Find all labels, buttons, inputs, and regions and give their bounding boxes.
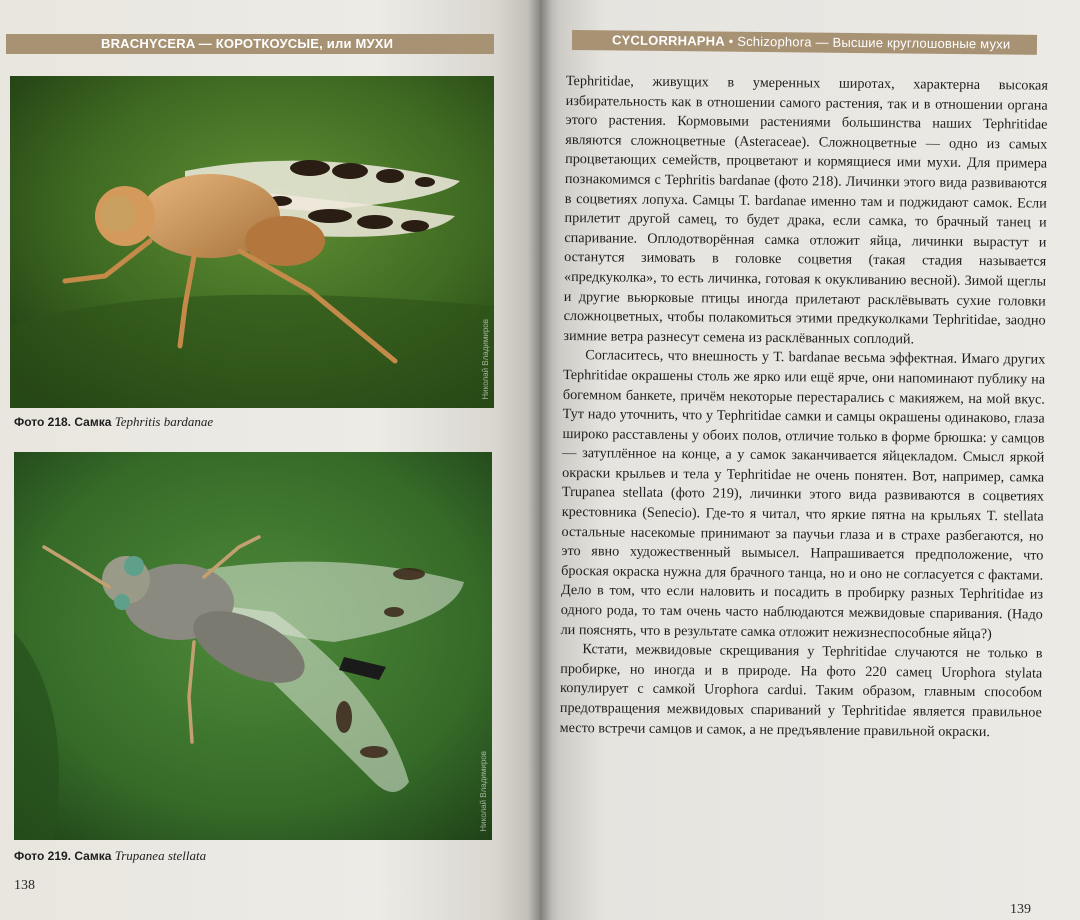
- left-page-number: 138: [14, 878, 35, 893]
- right-page-number: 139: [1010, 902, 1031, 917]
- photo1-caption-species: Tephritis bardanae: [114, 414, 214, 429]
- photo-trupanea-stellata: [14, 452, 492, 840]
- photo2-credit: Николай Владимиров: [479, 751, 488, 832]
- header-main: CYCLORRHAPHA: [611, 32, 725, 49]
- paragraph-3: Кстати, межвидовые скрещивания у Tephritidae случаются не только в пробирке, но иногда и в природе. На фото 220 самец Urophora stylata копулирует с самкой Urophora cardui. Таким образом, главным способом предотвращения межвидовых спариваний у Tephritidae является правильное место встречи самцов и самок, а не предъявление правильной окраски.: [559, 641, 1043, 740]
- photo1-caption-prefix: Фото 218. Самка: [14, 415, 115, 429]
- fly-photo-2-image: [14, 452, 492, 840]
- header-sub: • Schizophora — Высшие круглошовные мухи: [724, 33, 1011, 52]
- photo1-credit: Николай Владимиров: [481, 319, 490, 400]
- fly-photo-1-image: [10, 76, 494, 408]
- paragraph-1: Tephritidae, живущих в умеренных широтах, характерна высокая избирательность как в отношении самого растения, так и в отношении органа этого растения. Кормовыми растениями большинства наших Tephritidae являются сложноцветные (Asteraceae). Сложноцветные — одно из самых процветающих семейств, процветают и кормящиеся ими мухи. Для примера познакомимся с Tephritis bardanae (фото 218). Личинки этого вида развиваются в соцветиях лопуха. Самцы T. bardanae именно там и поджидают самок. Если прилетит другой самец, то будет драка, если самка, то брачный танец и спаривание. Оплодотворённая самка отложит яйца, личинки вырастут и останутся зимовать в головке соцветия (такая стадия называется «предкуколка», то есть личинка, готовая к окукливанию весной). Зимой щеглы и другие вьюрковые птицы иногда прилетают расклёвывать сухие головки сложноцветных, чтобы полакомиться этими предкуколками Tephritidae, заодно зимние ветра разнесут семена из расклёванных соплодий.: [563, 72, 1048, 348]
- photo2-caption-species: Trupanea stellata: [114, 848, 207, 863]
- photo2-caption: [14, 848, 206, 864]
- photo1-caption: [14, 414, 213, 430]
- paragraph-2: Согласитесь, что внешность у T. bardanae весьма эффектная. Имаго других Tephritidae окрашены столь же ярко или ещё ярче, они напоминают публику на богемном банкете, причём некоторые перестарались с макияжем, на мой вкус. Тут надо уточнить, что у Tephritidae самки и самцы окрашены одинаково, глаза широко расставлены у обоих полов, отличие только в форме брюшка: у самцов — затуплённое на конце, а у самок заканчивается яйцекладом. Смысл яркой окраски крыльев и тела у Tephritidae не очень понятен. Вот, например, самка Trupanea stellata (фото 219), личинки этого вида развиваются в соцветиях крестовника (Senecio). Где-то я читал, что яркие пятна на крыльях T. stellata остальные насекомые принимают за паучьи глаза и в страхе разбегаются, но это явно художественный вымысел. Напрашивается предположение, что броская окраска нужна для брачного танца, но и оно не согласуется с фактами. Дело в том, что если наловить и посадить в пробирку разных Tephritidae из одного рода, то там очень часто наблюдаются межвидовые спаривания. (Надо ли пояснять, что в результате самка отложит нежизнеспособные яйца?): [560, 347, 1046, 642]
- photo2-caption-prefix: Фото 219. Самка: [14, 849, 115, 863]
- body-text: [560, 72, 1048, 743]
- left-running-header: BRACHYCERA — КОРОТКОУСЫЕ, или МУХИ: [6, 34, 494, 54]
- photo-tephritis-bardanae: [10, 76, 494, 408]
